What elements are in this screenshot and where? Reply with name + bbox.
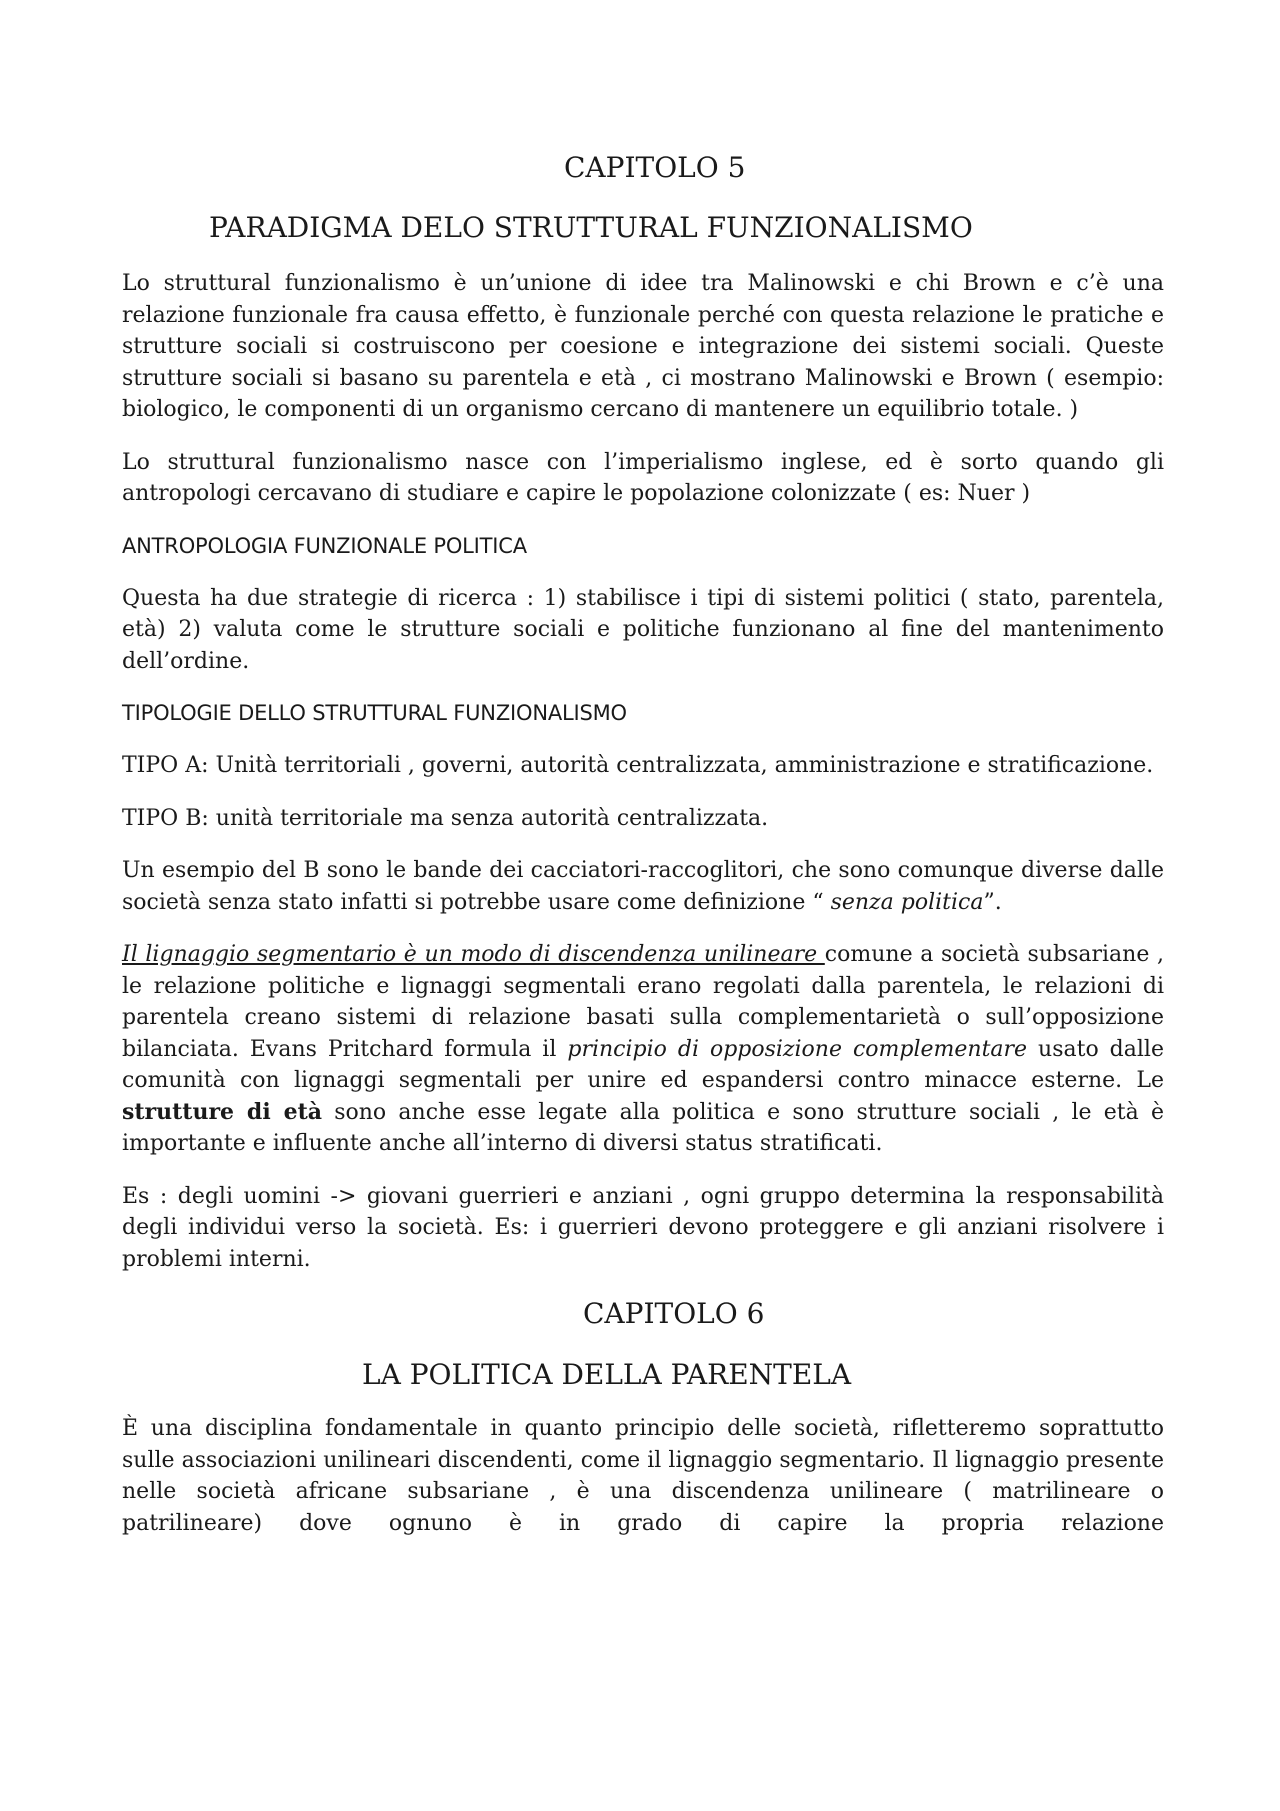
paragraph-bands-example bbox=[122, 855, 1164, 918]
text-run: ”. bbox=[983, 889, 1002, 915]
text-run: comune a società subsariane , le relazione politiche e lignaggi segmentali erano regolati dalla parentela, le relazioni di parentela creano sistemi di relazione basati sulla complementarietà o sull’opposizione bilanciata. Evans Pritchard formula il bbox=[122, 942, 1164, 1062]
chapter-6-number: CAPITOLO 6 bbox=[583, 1297, 765, 1330]
section-heading-political-anthropology: ANTROPOLOGIA FUNZIONALE POLITICA bbox=[122, 533, 527, 558]
section-heading-typologies: TIPOLOGIE DELLO STRUTTURAL FUNZIONALISMO bbox=[122, 701, 627, 725]
paragraph-kinship-discipline: È una disciplina fondamentale in quanto principio delle società, rifletteremo soprattutto sulle associazioni unilineari discendenti, come il lignaggio segmentario. Il lignaggio presente nelle società africane subsariane , è una discendenza unilineare ( matrilineare o patrilineare) dove ognuno è in grado di capire la propria relazione bbox=[122, 1416, 1164, 1536]
paragraph-segmentary-lineage bbox=[122, 939, 1164, 1160]
text-run: usato dalle comunità con lignaggi segmentali per unire ed espandersi contro minacce esterne. Le bbox=[122, 1036, 1164, 1093]
text-run: Un esempio del B sono le bande dei cacciatori-raccoglitori, che sono comunque diverse dalle società senza stato infatti si potrebbe usare come definizione “ bbox=[122, 858, 1164, 915]
document-page bbox=[122, 150, 1164, 1539]
chapter-5-number: CAPITOLO 5 bbox=[564, 151, 746, 184]
text-run: sono anche esse legate alla politica e sono strutture sociali , le età è importante e influente anche all’interno di diversi status stratificati. bbox=[122, 1099, 1165, 1156]
chapter-6-title: LA POLITICA DELLA PARENTELA bbox=[362, 1358, 852, 1391]
paragraph-tipo-a: TIPO A: Unità territoriali , governi, autorità centralizzata, amministrazione e stratificazione. bbox=[122, 753, 1154, 778]
italic-term: principio di opposizione complementare bbox=[567, 1036, 1028, 1062]
italic-term: senza politica bbox=[830, 889, 984, 915]
paragraph-intro: Lo struttural funzionalismo è un’unione di idee tra Malinowski e chi Brown e c’è una relazione funzionale fra causa effetto, è funzionale perché con questa relazione le pratiche e strutture sociali si costruiscono per coesione e integrazione dei sistemi sociali. Queste strutture sociali si basano su parentela e età , ci mostrano Malinowski e Brown ( esempio: biologico, le componenti di un organismo cercano di mantenere un equilibrio totale. ) bbox=[122, 271, 1164, 422]
paragraph-research-strategies: Questa ha due strategie di ricerca : 1) stabilisce i tipi di sistemi politici ( stato, parentela, età) 2) valuta come le strutture sociali e politiche funzionano al fine del mantenimento dell’ordine. bbox=[122, 585, 1164, 674]
bold-term: strutture di età bbox=[122, 1098, 322, 1125]
paragraph-tipo-b: TIPO B: unità territoriale ma senza autorità centralizzata. bbox=[122, 805, 769, 831]
paragraph-age-example: Es : degli uomini -> giovani guerrieri e anziani , ogni gruppo determina la responsabilità degli individui verso la società. Es: i guerrieri devono proteggere e gli anziani risolvere i problemi interni. bbox=[122, 1183, 1164, 1272]
paragraph-imperialism: Lo struttural funzionalismo nasce con l’imperialismo inglese, ed è sorto quando gli antropologi cercavano di studiare e capire le popolazione colonizzate ( es: Nuer ) bbox=[122, 449, 1164, 506]
chapter-5-title: PARADIGMA DELO STRUTTURAL FUNZIONALISMO bbox=[209, 211, 973, 244]
underlined-italic-definition: Il lignaggio segmentario è un modo di discendenza unilineare bbox=[122, 942, 825, 967]
